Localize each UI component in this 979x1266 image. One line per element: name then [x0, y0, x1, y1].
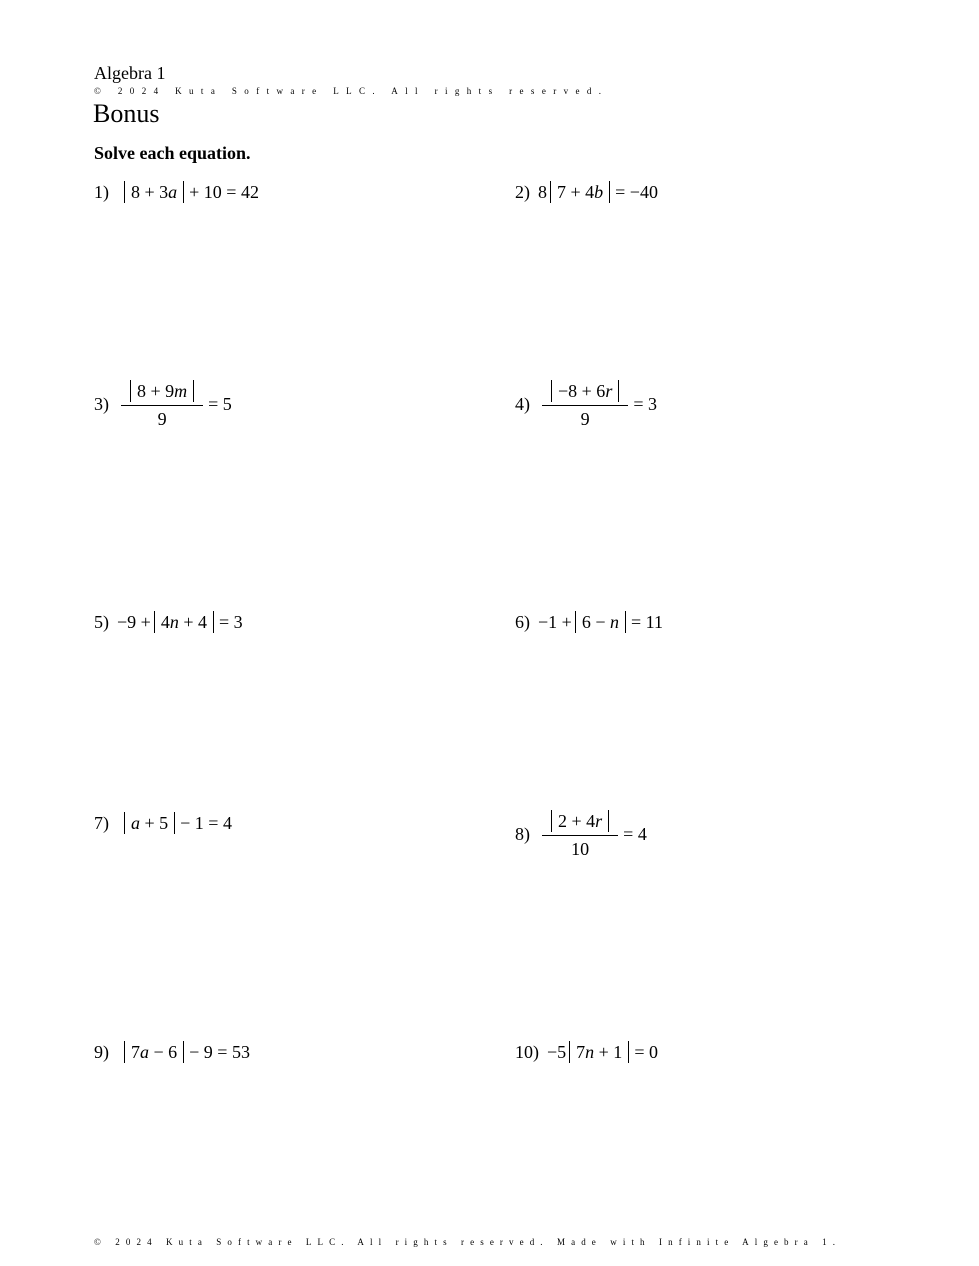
fraction [542, 380, 628, 429]
absolute-value: 6 − n [575, 611, 626, 633]
worksheet-title: Bonus [93, 99, 160, 128]
equation-rest: = 0 [634, 1041, 658, 1062]
equation-rest: − 1 = 4 [180, 812, 232, 833]
absolute-value: 8 + 3a [124, 181, 184, 203]
problem-8 [515, 810, 647, 859]
denominator: 9 [157, 409, 167, 429]
instructions: Solve each equation. [94, 143, 251, 163]
equation-rest: = 11 [630, 611, 663, 632]
equation-rest: + 10 = 42 [189, 181, 259, 202]
absolute-value: 4n + 4 [154, 611, 214, 633]
absolute-value: 7 + 4b [550, 181, 610, 203]
copyright-notice: © 2024 Kuta Software LLC. All rights reserved. [94, 86, 609, 96]
problem-6 [515, 611, 663, 633]
problem-number: 4) [515, 394, 530, 414]
fraction [542, 810, 618, 859]
denominator: 9 [580, 409, 590, 429]
problem-number: 3) [94, 394, 109, 414]
problem-3 [94, 380, 232, 429]
coefficient: −5 [547, 1041, 567, 1062]
problem-number: 5) [94, 611, 109, 632]
equation-rest: = 4 [623, 824, 647, 844]
absolute-value: a + 5 [124, 812, 175, 834]
equation-prefix: −1 + [538, 611, 572, 632]
problem-2 [515, 181, 658, 203]
problem-number: 1) [94, 181, 109, 202]
equation-rest: = 5 [208, 394, 232, 414]
problem-4 [515, 380, 657, 429]
problem-5 [94, 611, 243, 633]
absolute-value: 2 + 4r [551, 810, 609, 832]
equation-rest: − 9 = 53 [189, 1041, 250, 1062]
problem-number: 6) [515, 611, 530, 632]
absolute-value: 8 + 9m [130, 380, 194, 402]
course-name: Algebra 1 [94, 63, 166, 83]
problem-1 [94, 181, 259, 203]
problem-number: 2) [515, 181, 530, 202]
equation-rest: = −40 [615, 181, 658, 202]
denominator: 10 [571, 839, 590, 859]
problem-number: 7) [94, 812, 109, 833]
problem-10 [515, 1041, 658, 1063]
fraction [121, 380, 203, 429]
equation-rest: = 3 [218, 611, 243, 632]
problem-9 [94, 1041, 250, 1063]
equation-prefix: −9 + [117, 611, 151, 632]
absolute-value: 7n + 1 [569, 1041, 629, 1063]
coefficient: 8 [538, 181, 547, 202]
footer-copyright: © 2024 Kuta Software LLC. All rights reserved. Made with Infinite Algebra 1. [94, 1237, 842, 1247]
equation-rest: = 3 [633, 394, 657, 414]
absolute-value: −8 + 6r [551, 380, 619, 402]
problem-number: 8) [515, 824, 530, 844]
problem-number: 10) [515, 1041, 539, 1062]
problem-number: 9) [94, 1041, 109, 1062]
absolute-value: 7a − 6 [124, 1041, 184, 1063]
problem-7 [94, 812, 232, 834]
